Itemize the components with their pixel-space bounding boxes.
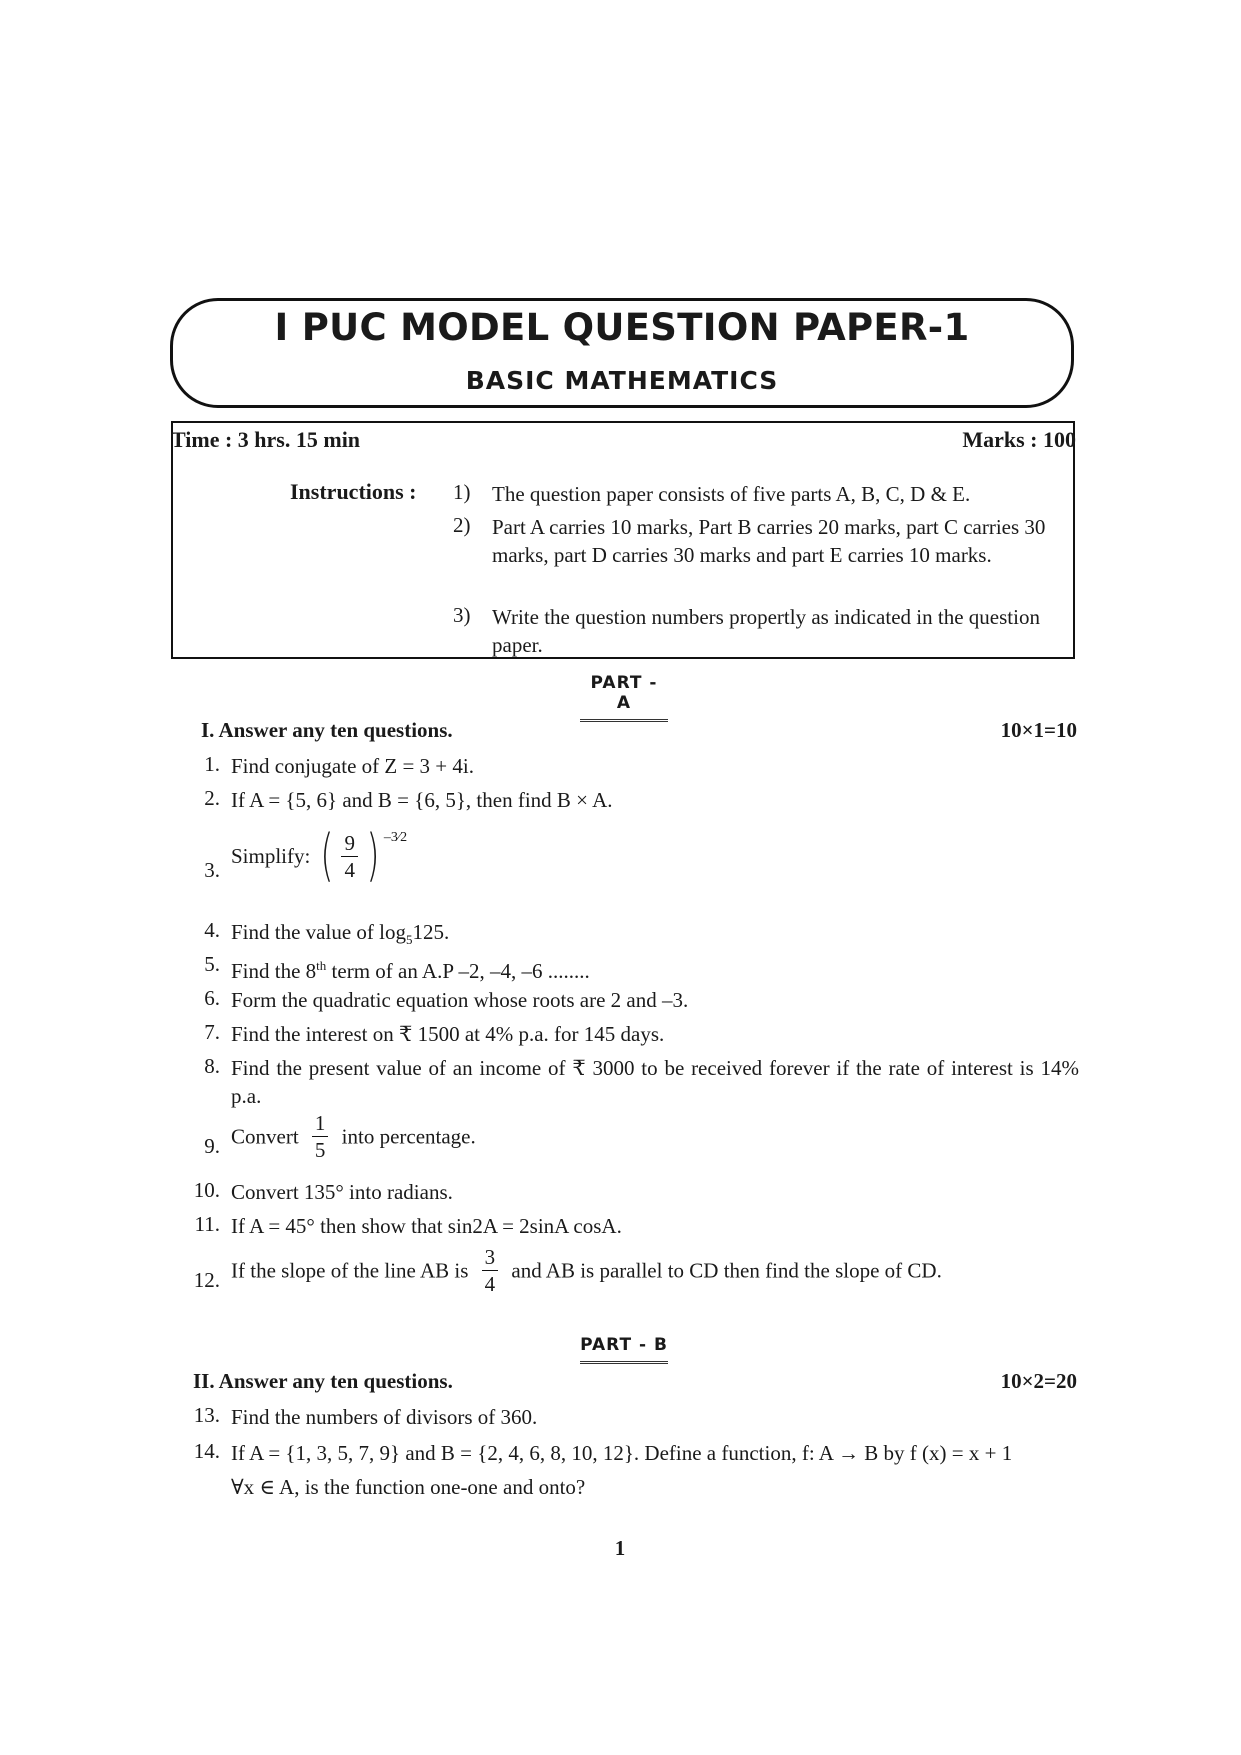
- question-text-part: into percentage.: [341, 1124, 476, 1149]
- question-number: 12.: [193, 1268, 220, 1292]
- question-number: 1.: [204, 752, 220, 776]
- question-text-part: Convert: [231, 1124, 299, 1149]
- marks-label: Marks : 100: [962, 427, 1076, 452]
- section-i-heading: I. Answer any ten questions.: [201, 718, 453, 742]
- question-text: [231, 1244, 942, 1297]
- fraction: [341, 830, 358, 883]
- page-number: 1: [614, 1536, 626, 1560]
- fraction: [312, 1110, 329, 1163]
- left-paren: (: [319, 823, 334, 888]
- question-text: Form the quadratic equation whose roots are 2 and –3.: [231, 988, 689, 1012]
- question-text: If A = {5, 6} and B = {6, 5}, then find B × A.: [231, 788, 613, 812]
- part-a-heading: PART - A: [580, 673, 668, 722]
- question-text: [231, 918, 449, 954]
- right-paren: ): [366, 823, 380, 888]
- question-text: Find the present value of an income of ₹ 3000 to be received forever if the rate of interest is 14% p.a.: [231, 1056, 1079, 1108]
- question-text-part: Find the 8: [231, 959, 317, 983]
- question-text-part: and AB is parallel to CD then find the slope of CD.: [511, 1258, 942, 1283]
- question-text: If A = 45° then show that sin2A = 2sinA cosA.: [231, 1214, 622, 1238]
- question-text: ∀x ∈ A, is the function one-one and onto?: [231, 1475, 586, 1499]
- section-ii-heading: II. Answer any ten questions.: [193, 1369, 453, 1393]
- question-number: 5.: [204, 952, 220, 976]
- question-text: [231, 1110, 476, 1163]
- part-b-heading: PART - B: [580, 1335, 668, 1364]
- question-text: Find conjugate of Z = 3 + 4i.: [231, 754, 474, 778]
- instruction-text: The question paper consists of five parts A, B, C, D & E.: [492, 482, 971, 506]
- exponent: –3⁄2: [383, 830, 408, 845]
- instruction-text: Part A carries 10 marks, Part B carries 20 marks, part C carries 30 marks, part D carries 30 marks and part E carries 10 marks.: [492, 515, 1046, 567]
- section-ii-marks: 10×2=20: [1000, 1369, 1077, 1393]
- instructions-label: Instructions :: [290, 479, 417, 504]
- question-number: 14.: [193, 1439, 220, 1463]
- fraction-numerator: 9: [341, 830, 358, 857]
- ordinal-suffix: th: [316, 958, 327, 973]
- question-text-simplify: Simplify:: [231, 844, 311, 868]
- question-text: [231, 952, 590, 985]
- instruction-number: 1): [453, 480, 471, 504]
- question-text-part: term of an A.P –2, –4, –6 ........: [326, 959, 590, 983]
- paper-title: I PUC MODEL QUESTION PAPER-1: [274, 306, 970, 349]
- question-number: 13.: [193, 1403, 220, 1427]
- question-number: 10.: [193, 1178, 220, 1202]
- fraction: [482, 1244, 499, 1297]
- fraction-denominator: 5: [314, 1138, 326, 1162]
- question-number: 8.: [204, 1054, 220, 1078]
- section-i-marks: 10×1=10: [1000, 718, 1077, 742]
- question-text: [231, 823, 408, 888]
- fraction-denominator: 4: [484, 1272, 496, 1296]
- instruction-text: Write the question numbers propertly as indicated in the question paper.: [492, 605, 1040, 657]
- paper-subject: BASIC MATHEMATICS: [465, 366, 779, 395]
- question-text-part: Find the value of log: [231, 920, 406, 944]
- fraction-numerator: 1: [312, 1110, 329, 1137]
- question-text: If A = {1, 3, 5, 7, 9} and B = {2, 4, 6, 8, 10, 12}. Define a function, f: A → B by f (x) = x + 1: [231, 1441, 1013, 1465]
- question-number: 3.: [204, 858, 220, 882]
- question-text: Find the numbers of divisors of 360.: [231, 1405, 538, 1429]
- question-text: Find the interest on ₹ 1500 at 4% p.a. for 145 days.: [231, 1022, 665, 1046]
- question-text: Convert 135° into radians.: [231, 1180, 453, 1204]
- log-base: 5: [405, 932, 413, 948]
- question-number: 11.: [194, 1212, 220, 1236]
- fraction-denominator: 4: [344, 857, 355, 882]
- fraction-numerator: 3: [482, 1244, 499, 1271]
- question-number: 4.: [204, 918, 220, 942]
- question-number: 9.: [204, 1134, 220, 1158]
- instruction-number: 2): [453, 513, 471, 537]
- question-text-part: If the slope of the line AB is: [231, 1258, 469, 1283]
- question-number: 6.: [204, 986, 220, 1010]
- question-text-part: 125.: [412, 920, 450, 944]
- instruction-number: 3): [453, 603, 471, 627]
- time-label: Time : 3 hrs. 15 min: [171, 427, 361, 452]
- question-number: 2.: [204, 786, 220, 810]
- question-number: 7.: [204, 1020, 220, 1044]
